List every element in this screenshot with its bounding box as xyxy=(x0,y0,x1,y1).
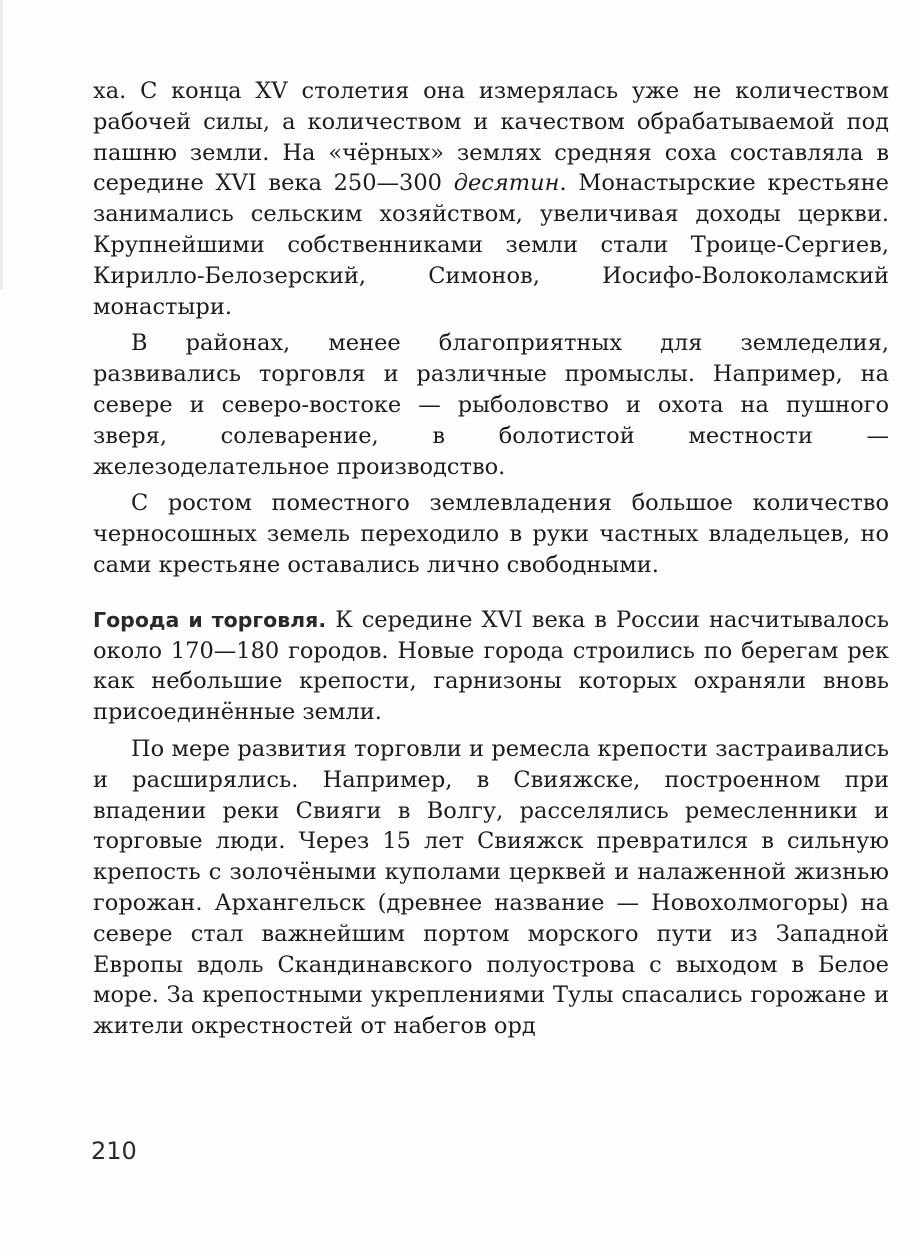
page-edge-shadow xyxy=(0,0,3,290)
paragraph-1-part-a: ха. С конца XV столетия она измерялась уже не количеством рабочей силы, а количеством и качеством обрабатываемой под пашню земли. На «чёрных» землях средняя соха составляла в середине XVI века 250—300 xyxy=(93,78,889,197)
paragraph-4-text: К середине XVI века в России насчитывалось около 170—180 городов. Новые города строились по берегам рек как небольшие крепости, гарнизоны которых охраняли вновь присоединённые земли. xyxy=(93,606,889,726)
paragraph-5: По мере развития торговли и ремесла крепости застраивались и расширялись. Например, в Свияжске, построенном при впадении реки Свияги в Волгу, расселялись ремесленники и торговые люди. Через 15 лет Свияжск превратился в сильную крепость с золочёными куполами церквей и налаженной жизнью горожан. Архангельск (древнее название — Новохолмогоры) на севере стал важнейшим портом морского пути из Западной Европы вдоль Скандинавского полуострова с выходом в Белое море. За крепостными укреплениями Тулы спасались горожане и жители окрестностей от набегов орд xyxy=(93,735,889,1040)
paragraph-1 xyxy=(93,76,889,322)
body-text xyxy=(93,76,889,1042)
page-number: 210 xyxy=(91,1137,137,1165)
section-heading: Города и торговля. xyxy=(93,607,327,632)
paragraph-4 xyxy=(93,605,889,728)
paragraph-3: С ростом поместного землевладения большое количество черносошных земель переходило в руки частных владельцев, но сами крестьяне оставались лично свободными. xyxy=(93,490,889,578)
paragraph-1-part-b: . Монастырские крестьяне занимались сельским хозяйством, увеличивая доходы церкви. Крупнейшими собственниками земли стали Троице-Сергиев, Кирилло-Белозерский, Симонов, Иосифо-Волоколамский монастыри. xyxy=(93,170,889,320)
paragraph-2: В районах, менее благоприятных для земледелия, развивались торговля и различные промыслы. Например, на севере и северо-востоке — рыболовство и охота на пушного зверя, солеварение, в болотистой местности — железоделательное производство. xyxy=(93,330,889,480)
paragraph-1-italic-term: десятин xyxy=(453,170,560,197)
